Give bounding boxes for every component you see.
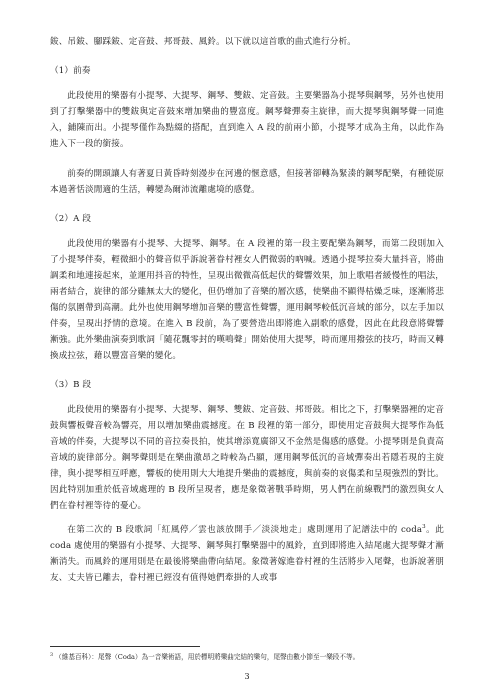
section-b-paragraph-1: 此段使用的樂器有小提琴、大提琴、鋼琴、雙鈸、定音鼓、邦哥鼓。相比之下，打擊樂器裡的定音鼓與響板聲音較為響亮，用以增加樂曲震撼度。在 B 段裡的第一部分，即使用定音鼓與大提琴作為低音域的伴奏，大提琴以不同的音拉奏長拍，使其增添寬廣卻又不金然是傷感的感覺。小提琴則是負責高音域的旋律部分。鋼琴聲則是在樂曲激昂之時較為凸顯，運用鋼琴低沉的音域彈奏出若隱若現的主旋律，與小提琴相互呼應，響板的使用則大大地提升樂曲的震撼度，與前奏的哀傷柔和呈現強烈的對比。因此特別加重於低音域處理的 B 段所呈現者，應是象徵著戰爭時期，男人們在前線戰鬥的激烈與女人們在眷村裡等待的憂心。 [50,405,444,511]
section-a-paragraph [50,236,444,364]
page-number: 3 [244,672,250,681]
section-b-text-end: 。此 coda 處使用的樂器有小提琴、大提琴、鋼琴與打擊樂器中的風鈴，直到即將進入結尾處大提琴聲才漸漸消失。而風鈴的運用則是在最後將樂曲帶向結尾。象徵著嫁進眷村裡的生活將步入尾聲，也訴說著朋友、丈夫皆已離去，眷村裡已經沒有值得她們牽掛的人或事 [50,525,444,583]
prelude-paragraph-2: 前奏的開頭讓人有著夏日黃昏時刻漫步在河邊的愜意感，但接著卻轉為緊湊的鋼琴配樂，有種從原本過著恬淡閒適的生活，轉變為爾沛流離處境的感覺。 [50,169,444,195]
section-b-paragraph-2 [50,522,444,586]
footnote [50,652,444,662]
section-b-lyric: 紅風停／雲也該放開手／淡淡地走 [161,525,298,535]
footnote-number: 3 [50,652,54,658]
footnote-text: （維基百科）：尾聲（Coda）為一音樂術語，用於標明將樂曲完結的樂句，尾聲由數小節至一樂段不等。 [55,653,360,661]
intro-line: 鈸、吊鈸、腳踩鈸、定音鼓、邦哥鼓、風鈴。以下就以這首歌的曲式進行分析。 [50,37,357,47]
section-heading-b: （3）B 段 [50,380,92,390]
section-b-text-start: 在第二次的 B 段歌詞「 [67,525,162,535]
footnote-divider [50,646,200,647]
footnote-marker[interactable]: 3 [422,524,426,531]
document-body [50,34,444,586]
prelude-paragraph-1: 此段使用的樂器有小提琴、大提琴、鋼琴、雙鈸、定音鼓。主要樂器為小提琴與鋼琴，另外也使用到了打擊樂器中的雙鈸與定音鼓來增加樂曲的豐富度。鋼琴聲彈奏主旋律，而大提琴與鋼琴聲一同進入，鋪陳而出。小提琴僅作為點綴的搭配，直到進入 A 段的前兩小節，小提琴才成為主角，以此作為進入下一段的銜接。 [50,91,444,149]
section-heading-a: （2）A 段 [50,214,92,224]
section-b-text-mid: 」處則運用了記譜法中的 coda [297,525,423,535]
section-heading-prelude: （1）前奏 [50,66,91,76]
section-a-text-after: 」開始使用大提琴，時而運用撥弦的技巧，時而又轉換成拉弦，藉以豐富音樂的變化。 [50,335,445,361]
section-a-lyric: 隨花飄零封的嘆鳴聲 [163,335,243,345]
section-a-text-before: 此段使用的樂器有小提琴、大提琴、鋼琴。在 A 段裡的第一段主要配樂為鋼琴，而第二段則加入了小提琴伴奏，輕微細小的聲音似乎訴說著眷村裡女人們微弱的吶喊。透過小提琴拉奏大量抖音，將曲調柔和地連接起來，並運用抖音的特性，呈現出微微高低起伏的聲響效果，加上歌唱者緩慢性的唱法，兩者結合，旋律的部分雖無太大的變化，但仍增加了音樂的層次感，使樂曲不顯得枯燥乏味，逐漸將悲傷的氛圍帶到高潮。此外也使用鋼琴增加音樂的豐富性聲響，運用鋼琴較低沉音域的部分，以左手加以伴奏，呈現出抒情的意境。在進入 B 段前，為了要營造出即將進入副歌的感覺，因此在此段意將聲響漸強。此外樂曲演奏到歌詞「 [50,239,444,345]
